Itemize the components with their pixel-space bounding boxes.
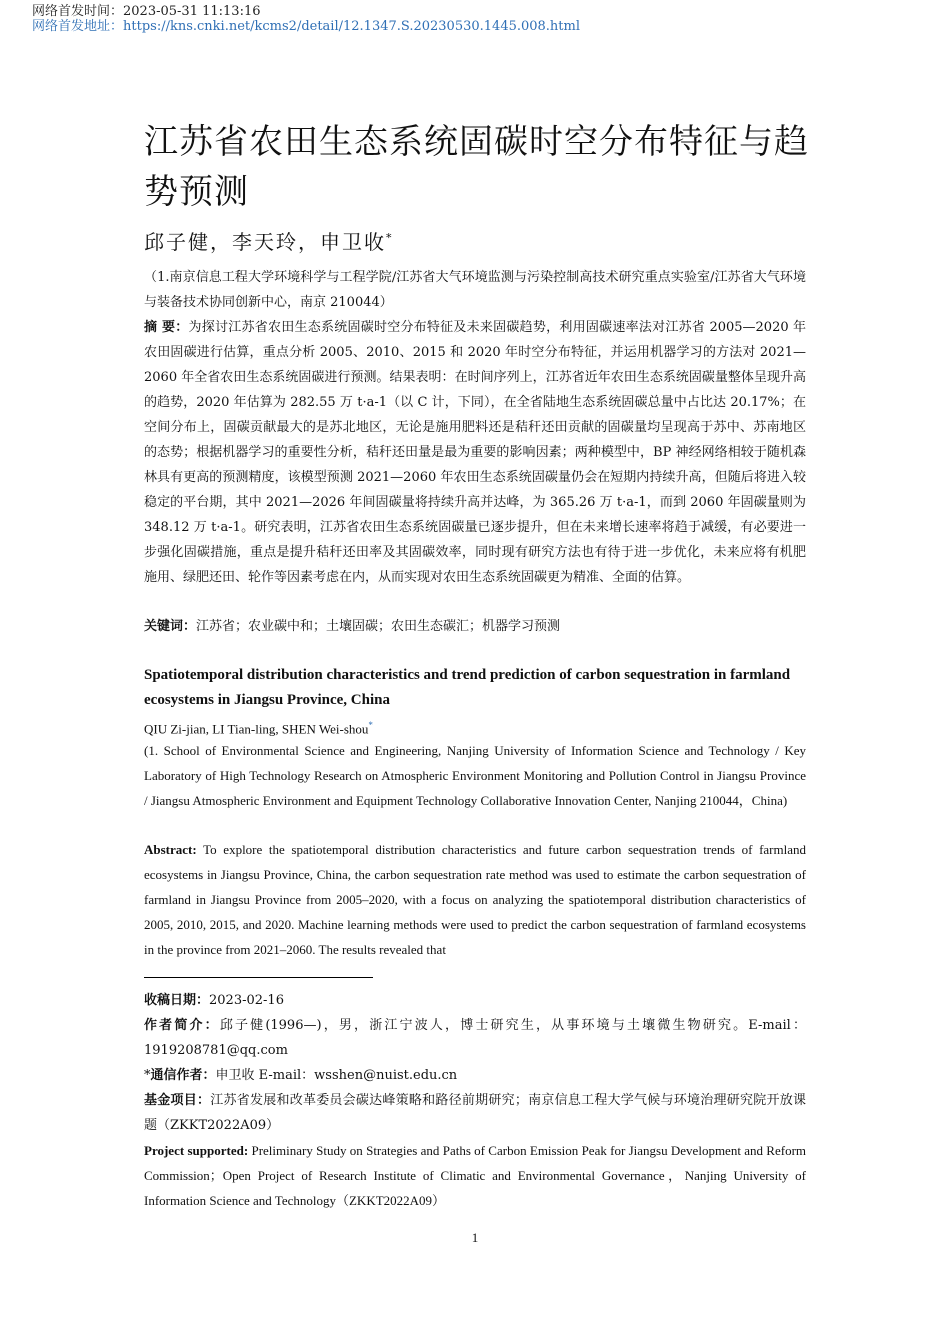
keywords-cn-label: 关键词： — [144, 619, 197, 634]
footnotes — [144, 988, 806, 1213]
corr-value: 申卫收 E-mail：wsshen@nuist.edu.cn — [215, 1068, 458, 1083]
project-value: Preliminary Study on Strategies and Paths of Carbon Emission Peak for Jiangsu Development and Reform Commission；Open Project of Research Institute of Climatic and Environmental Governance，Nanjing University of Information Science and Technology（ZKKT2022A09） — [144, 1143, 807, 1208]
bio-label: 作者简介： — [144, 1018, 220, 1033]
fund-label: 基金项目： — [144, 1093, 211, 1108]
abstract-cn-label: 摘 要： — [144, 320, 189, 335]
publish-url-link[interactable]: https://kns.cnki.net/kcms2/detail/12.1347.S.20230530.1445.008.html — [123, 19, 581, 34]
abstract-cn — [144, 315, 806, 590]
abstract-en-label: Abstract: — [144, 842, 197, 857]
fund-value: 江苏省发展和改革委员会碳达峰策略和路径前期研究；南京信息工程大学气候与环境治理研究院开放课题（ZKKT2022A09） — [144, 1093, 806, 1133]
corresponding-mark-en: * — [368, 720, 373, 730]
publish-time-label: 网络首发时间： — [32, 4, 124, 19]
footnote-corresponding — [144, 1063, 806, 1088]
keywords-cn — [144, 614, 806, 639]
abstract-en-text: To explore the spatiotemporal distribution characteristics and future carbon sequestration trends of farmland ecosystems in Jiangsu Province, China, the carbon sequestration rate method was used to estimate the carbon sequestration of farmland in Jiangsu Province from 2005–2020, with a focus on analyzing the spatiotemporal distribution characteristics of 2005, 2010, 2015, and 2020. Machine learning methods were used to predict the carbon sequestration of farmland ecosystems in the province from 2021–2060. The results revealed that — [144, 842, 806, 957]
publish-time-value: 2023-05-31 11:13:16 — [123, 4, 261, 19]
publish-url-line — [32, 19, 580, 34]
corr-mark: * — [144, 1068, 151, 1083]
footnote-project — [144, 1138, 806, 1213]
footnote-received — [144, 988, 806, 1013]
publish-url-label: 网络首发地址： — [32, 19, 124, 34]
authors-cn — [144, 226, 394, 255]
footnote-bio — [144, 1013, 806, 1063]
bio-value: 邱子健(1996—)，男，浙江宁波人，博士研究生，从事环境与土壤微生物研究。E-mail：1919208781@qq.com — [144, 1018, 806, 1058]
corresponding-mark: * — [386, 231, 394, 245]
authors-cn-names: 邱子健，李天玲，申卫收 — [144, 230, 386, 254]
keywords-cn-text: 江苏省；农业碳中和；土壤固碳；农田生态碳汇；机器学习预测 — [196, 619, 561, 634]
paper-title-cn: 江苏省农田生态系统固碳时空分布特征与趋势预测 — [144, 122, 809, 212]
affiliation-cn: （1.南京信息工程大学环境科学与工程学院/江苏省大气环境监测与污染控制高技术研究重点实验室/江苏省大气环境与装备技术协同创新中心，南京 210044） — [144, 270, 806, 310]
publish-time-line — [32, 4, 261, 19]
corr-label: 通信作者： — [150, 1068, 216, 1083]
abstract-en — [144, 837, 806, 962]
page-number: 1 — [471, 1230, 479, 1245]
project-label: Project supported: — [144, 1143, 249, 1158]
affiliation-en: (1. School of Environmental Science and Engineering, Nanjing University of Information Science and Technology / Key Laboratory of High Technology Research on Atmospheric Environment Monitoring and Pollution Control in Jiangsu Province / Jiangsu Atmospheric Environment and Equipment Technology Collaborative Innovation Center, Nanjing 210044，China) — [144, 743, 806, 808]
received-label: 收稿日期： — [144, 993, 210, 1008]
footnote-divider — [144, 977, 373, 978]
authors-en-names: QIU Zi-jian, LI Tian-ling, SHEN Wei-shou — [144, 721, 369, 737]
abstract-cn-text: 为探讨江苏省农田生态系统固碳时空分布特征及未来固碳趋势，利用固碳速率法对江苏省 2005—2020 年农田固碳进行估算，重点分析 2005、2010、2015 和 2020 年时空分布特征，并运用机器学习的方法对 2021—2060 年全省农田生态系统固碳进行预测。结果表明：在时间序列上，江苏省近年农田生态系统固碳量整体呈现升高的趋势，2020 年估算为 282.55 万 t·a-1（以 C 计，下同），在全省陆地生态系统固碳总量中占比达 20.17%；在空间分布上，固碳贡献最大的是苏北地区，无论是施用肥料还是秸秆还田贡献的固碳量均呈现高于苏中、苏南地区的态势；根据机器学习的重要性分析，秸秆还田量是最为重要的影响因素；两种模型中，BP 神经网络相较于随机森林具有更高的预测精度，该模型预测 2021—2060 年农田生态系统固碳量仍会在短期内持续升高，但随后将进入较稳定的平台期，其中 2021—2026 年间固碳量将持续升高并达峰，为 365.26 万 t·a-1，而到 2060 年固碳量则为 348.12 万 t·a-1。研究表明，江苏省农田生态系统固碳量已逐步提升，但在未来增长速率将趋于减缓，有必要进一步强化固碳措施，重点是提升秸秆还田率及其固碳效率，同时现有研究方法也有待于进一步优化，未来应将有机肥施用、绿肥还田、轮作等因素考虑在内，从而实现对农田生态系统固碳更为精准、全面的估算。 — [144, 320, 806, 585]
received-value: 2023-02-16 — [209, 993, 284, 1008]
footnote-fund — [144, 1088, 806, 1138]
paper-title-en: Spatiotemporal distribution characteristics and trend prediction of carbon sequestration in farmland ecosystems in Jiangsu Province, China — [144, 667, 791, 708]
